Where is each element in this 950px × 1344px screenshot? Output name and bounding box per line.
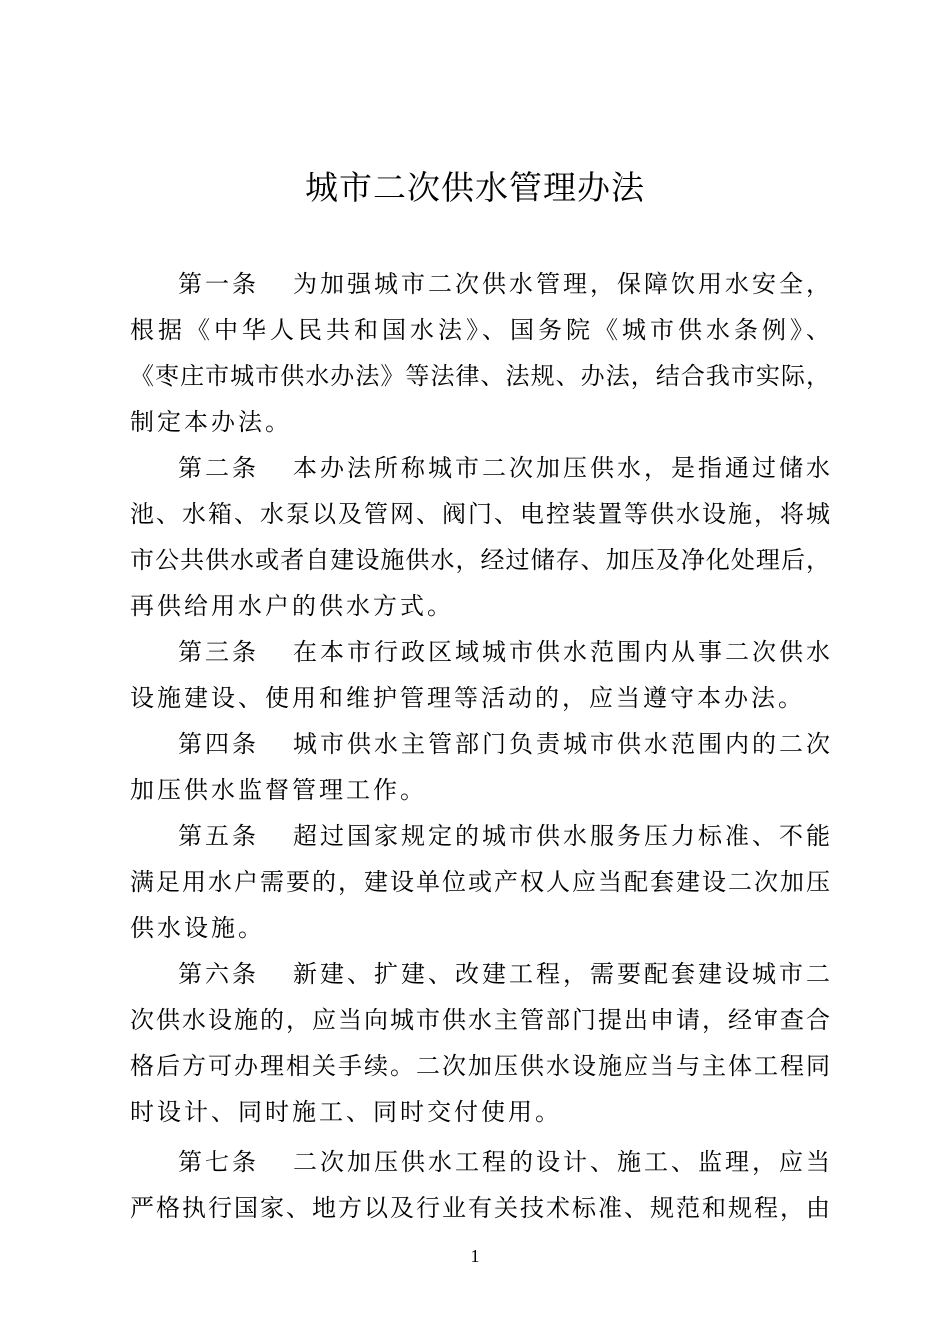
article-7-line-1: 第七条 二次加压供水工程的设计、施工、监理，应当 [178,1139,830,1185]
article-2-line-4: 再供给用水户的供水方式。 [130,592,454,620]
article-5-line-2: 满足用水户需要的，建设单位或产权人应当配套建设二次加压 [130,868,830,896]
page-number: 1 [470,1246,480,1266]
article-1-line-1: 第一条 为加强城市二次供水管理，保障饮用水安全， [178,261,830,307]
article-7-line-2: 严格执行国家、地方以及行业有关技术标准、规范和规程，由 [130,1194,830,1222]
article-1-line-3: 《枣庄市城市供水办法》等法律、法规、办法，结合我市实际， [130,362,830,390]
article-7-label: 第七条 [178,1148,259,1176]
article-1-line-4: 制定本办法。 [130,408,292,436]
article-3-label: 第三条 [178,638,259,666]
article-6-label: 第六条 [178,960,259,988]
article-4-label: 第四条 [178,730,259,758]
article-2-line-3: 市公共供水或者自建设施供水，经过储存、加压及净化处理后， [130,546,830,574]
article-4-line-2: 加压供水监督管理工作。 [130,776,427,804]
article-5-line-1: 第五条 超过国家规定的城市供水服务压力标准、不能 [178,813,830,859]
article-6-line-1: 第六条 新建、扩建、改建工程，需要配套建设城市二 [178,951,830,997]
article-5-line-3: 供水设施。 [130,914,265,942]
article-6-line-3: 格后方可办理相关手续。二次加压供水设施应当与主体工程同 [130,1052,830,1080]
article-3-line-2: 设施建设、使用和维护管理等活动的，应当遵守本办法。 [130,684,805,712]
article-6-line-2: 次供水设施的，应当向城市供水主管部门提出申请，经审查合 [130,1006,830,1034]
article-3-line-1: 第三条 在本市行政区域城市供水范围内从事二次供水 [178,629,830,675]
article-1-line-2: 根据《中华人民共和国水法》、国务院《城市供水条例》、 [130,316,830,344]
article-4-line-1: 第四条 城市供水主管部门负责城市供水范围内的二次 [178,721,830,767]
article-2-line-1: 第二条 本办法所称城市二次加压供水，是指通过储水 [178,445,830,491]
article-5-label: 第五条 [178,822,259,850]
article-1-label: 第一条 [178,270,259,298]
article-2-label: 第二条 [178,454,259,482]
article-6-line-4: 时设计、同时施工、同时交付使用。 [130,1098,562,1126]
document-title: 城市二次供水管理办法 [305,168,645,207]
article-2-line-2: 池、水箱、水泵以及管网、阀门、电控装置等供水设施，将城 [130,500,830,528]
